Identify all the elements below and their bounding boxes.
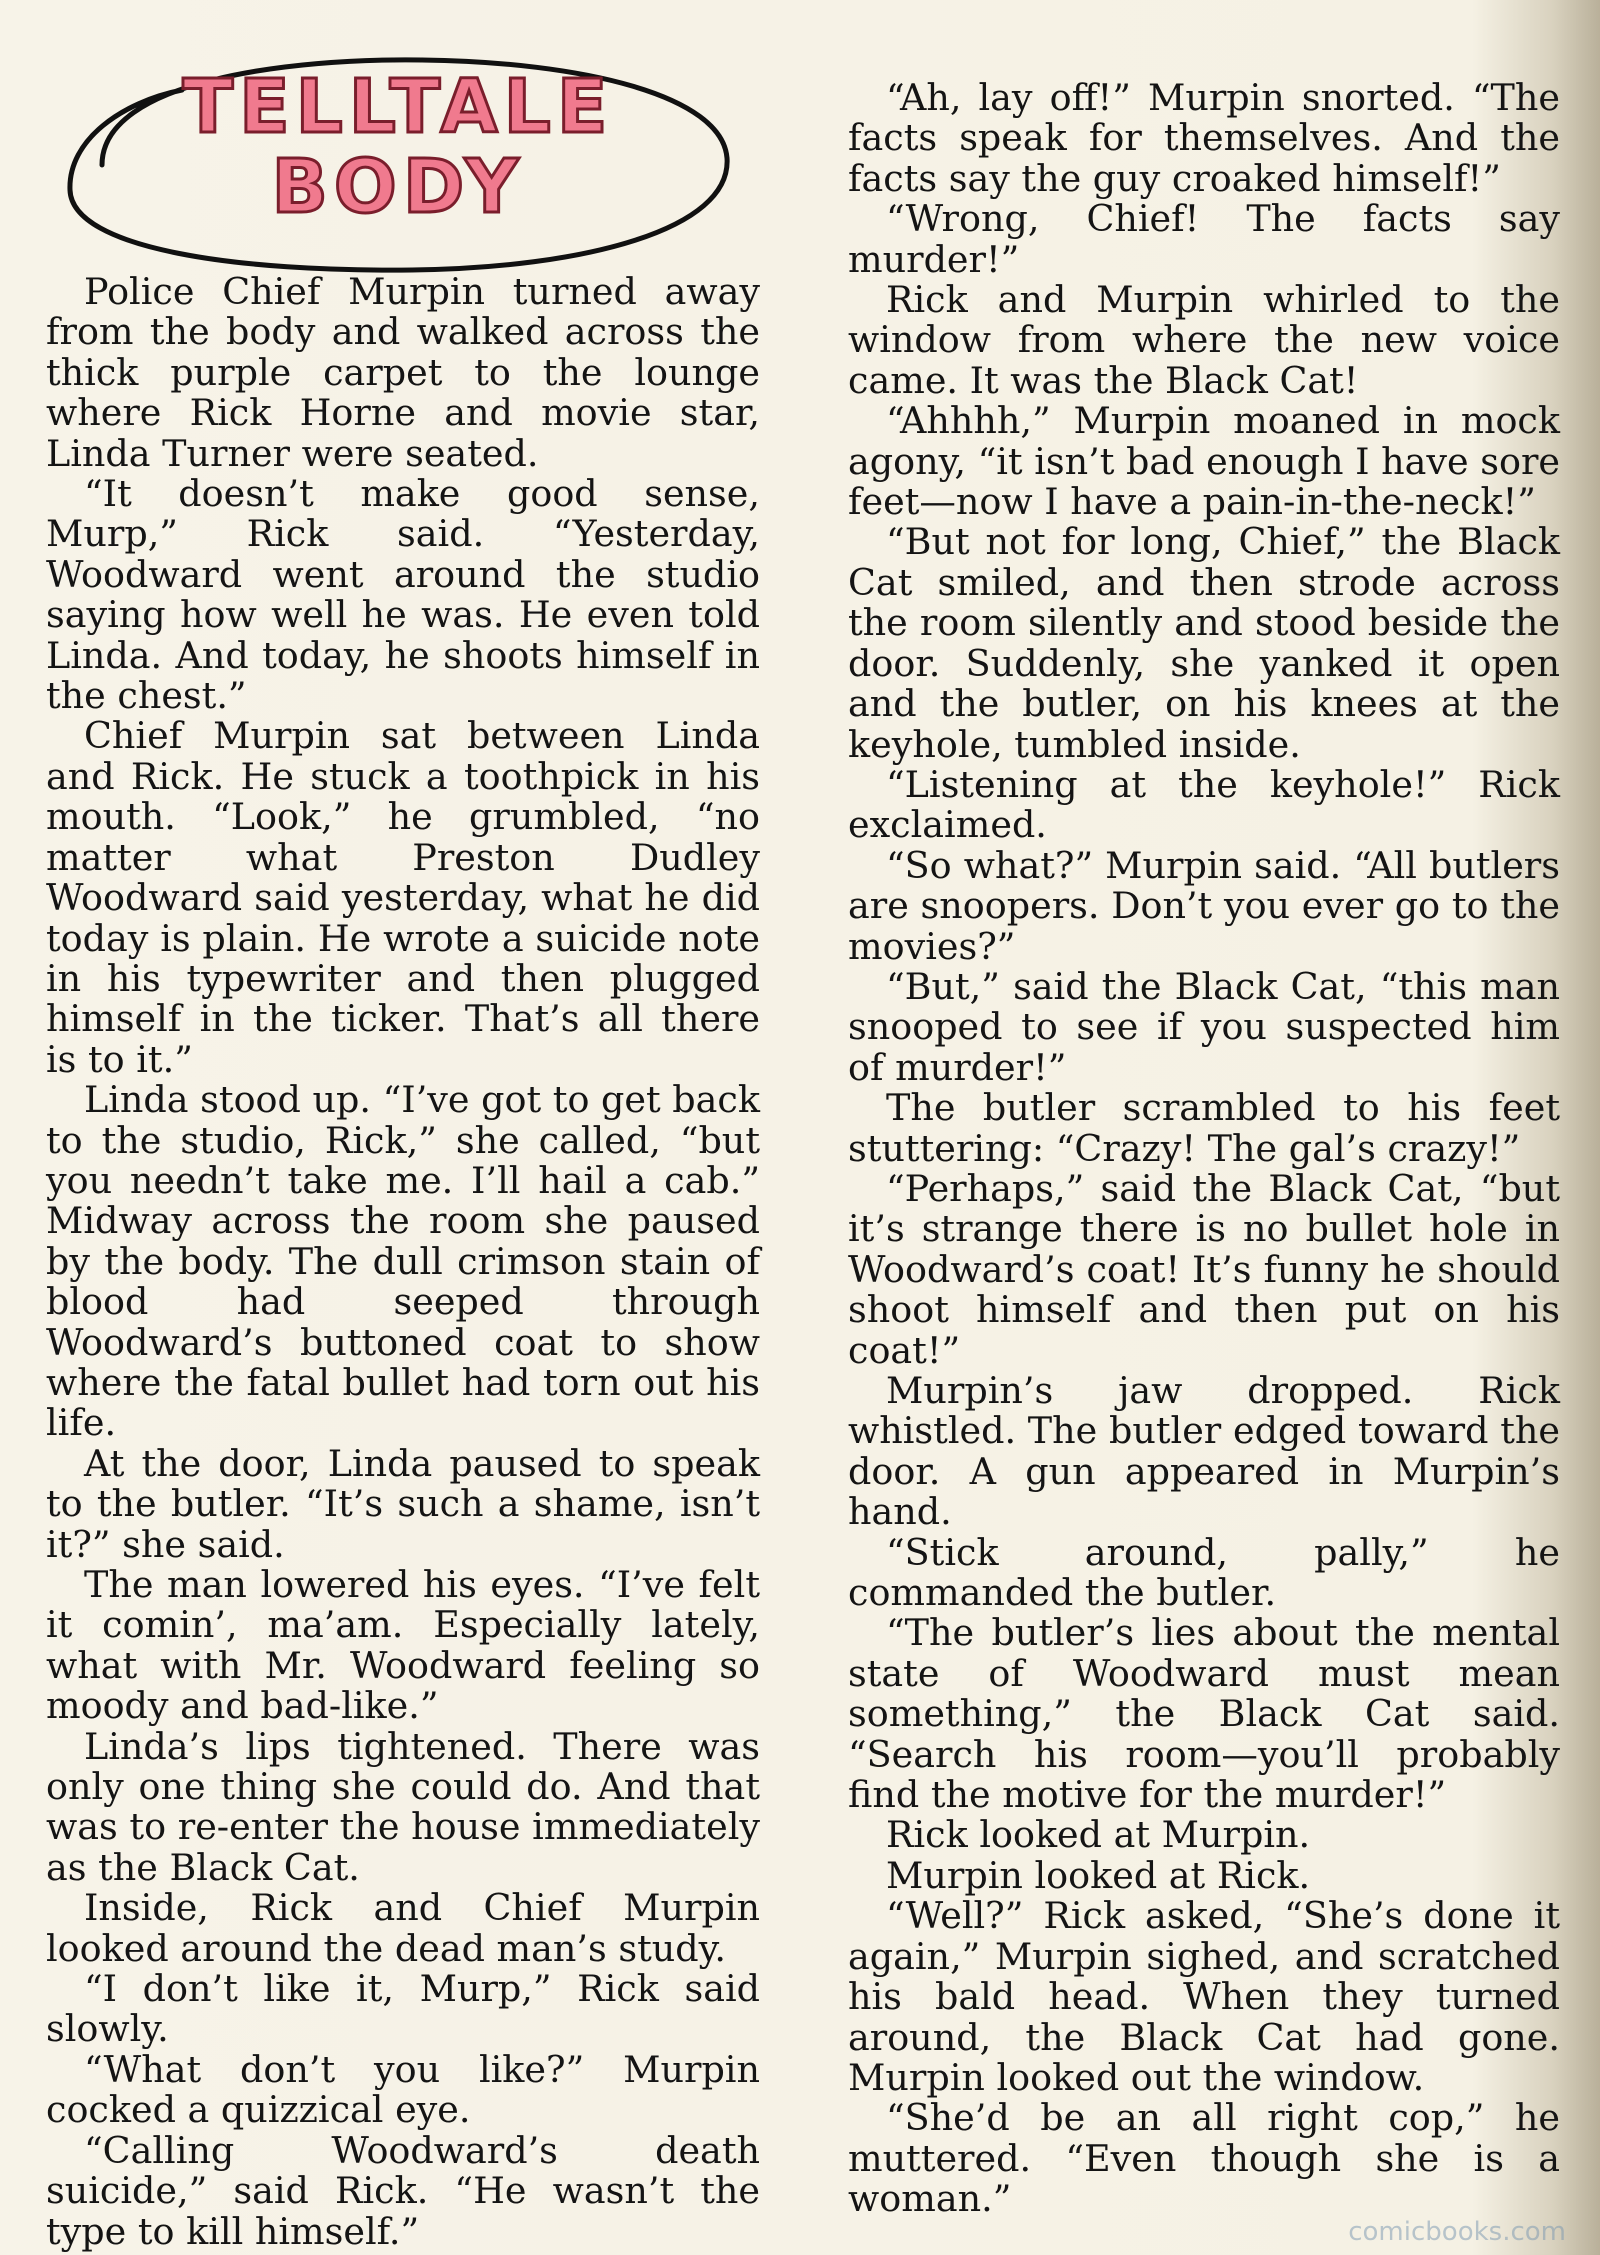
paragraph: The man lowered his eyes. “I’ve felt it comin’, ma’am. Especially lately, what with Mr. Woodward feeling so moody and bad-like.” bbox=[46, 1563, 760, 1728]
paragraph: “Calling Woodward’s death suicide,” said Rick. “He wasn’t the type to kill himself.” bbox=[46, 2128, 760, 2253]
paragraph: Linda’s lips tightened. There was only one thing she could do. And that was to re-enter the house immediately as the Black Cat. bbox=[46, 1724, 760, 1889]
paragraph: “Listening at the keyhole!” Rick exclaimed. bbox=[848, 762, 1560, 847]
paragraph: “It doesn’t make good sense, Murp,” Rick said. “Yesterday, Woodward went around the studio saying how well he was. He even told Linda. And today, he shoots himself in the chest.” bbox=[46, 472, 760, 718]
paragraph: Rick and Murpin whirled to the window from where the new voice came. It was the Black Cat! bbox=[848, 278, 1560, 402]
paragraph: “Ah, lay off!” Murpin snorted. “The facts speak for themselves. And the facts say the guy croaked himself!” bbox=[848, 76, 1560, 200]
story-title-line-1: TELLTALE bbox=[182, 64, 614, 150]
paragraph: “Perhaps,” said the Black Cat, “but it’s strange there is no bullet hole in Woodward’s coat! It’s funny he should shoot himself and then put on his coat!” bbox=[848, 1166, 1560, 1372]
paragraph: “The butler’s lies about the mental state of Woodward must mean something,” the Black Cat said. “Search his room—you’ll probably find the motive for the murder!” bbox=[848, 1611, 1560, 1817]
paragraph: “But not for long, Chief,” the Black Cat smiled, and then strode across the room silently and stood beside the door. Suddenly, she yanked it open and the butler, on his knees at the keyhole, tumbled inside. bbox=[848, 520, 1560, 766]
paragraph: Inside, Rick and Chief Murpin looked around the dead man’s study. bbox=[46, 1886, 760, 1970]
paragraph: “What don’t you like?” Murpin cocked a quizzical eye. bbox=[46, 2047, 760, 2132]
paragraph: Police Chief Murpin turned away from the body and walked across the thick purple carpet to the lounge where Rick Horne and movie star, Linda Turner were seated. bbox=[46, 270, 760, 475]
paragraph: At the door, Linda paused to speak to the butler. “It’s such a shame, isn’t it?” she said. bbox=[46, 1441, 760, 1566]
paragraph: “But,” said the Black Cat, “this man snooped to see if you suspected him of murder!” bbox=[848, 964, 1560, 1089]
story-title-line-2: BODY bbox=[271, 144, 525, 230]
paragraph: Murpin’s jaw dropped. Rick whistled. The butler edged toward the door. A gun appeared in Murpin’s hand. bbox=[848, 1369, 1560, 1534]
paragraph: Rick looked at Murpin. bbox=[886, 1813, 1311, 1857]
story-title-badge bbox=[62, 40, 734, 285]
left-text-column bbox=[46, 272, 760, 2252]
paragraph: The butler scrambled to his feet stuttering: “Crazy! The gal’s crazy!” bbox=[848, 1086, 1560, 1170]
right-text-column bbox=[848, 78, 1560, 2220]
paragraph: Chief Murpin sat between Linda and Rick. He stuck a toothpick in his mouth. “Look,” he grumbled, “no matter what Preston Dudley Woodward said yesterday, what he did today is plain. He wrote a suicide note in his typewriter and then plugged himself in the ticker. That’s all there is to it.” bbox=[46, 714, 760, 1081]
paragraph: “I don’t like it, Murp,” Rick said slowly. bbox=[46, 1967, 760, 2051]
site-watermark: comicbooks.com bbox=[1348, 2217, 1566, 2247]
paragraph: “Stick around, pally,” he commanded the butler. bbox=[848, 1530, 1560, 1615]
paragraph: “She’d be an all right cop,” he muttered. “Even though she is a woman.” bbox=[848, 2096, 1560, 2221]
paragraph: “Wrong, Chief! The facts say murder!” bbox=[848, 197, 1560, 281]
paragraph: Linda stood up. “I’ve got to get back to the studio, Rick,” she called, “but you needn’t take me. I’ll hail a cab.” Midway across the room she paused by the body. The dull crimson stain of blood had seeped through Woodward’s buttoned coat to show where the fatal bullet had torn out his life. bbox=[46, 1078, 760, 1445]
paragraph: “Well?” Rick asked, “She’s done it again,” Murpin sighed, and scratched his bald head. When they turned around, the Black Cat had gone. Murpin looked out the window. bbox=[848, 1894, 1560, 2099]
paragraph: “So what?” Murpin said. “All butlers are snoopers. Don’t you ever go to the movies?” bbox=[848, 843, 1560, 968]
paragraph: Murpin looked at Rick. bbox=[886, 1853, 1311, 1897]
paragraph: “Ahhhh,” Murpin moaned in mock agony, “it isn’t bad enough I have sore feet—now I have a pain-in-the-neck!” bbox=[848, 399, 1560, 524]
